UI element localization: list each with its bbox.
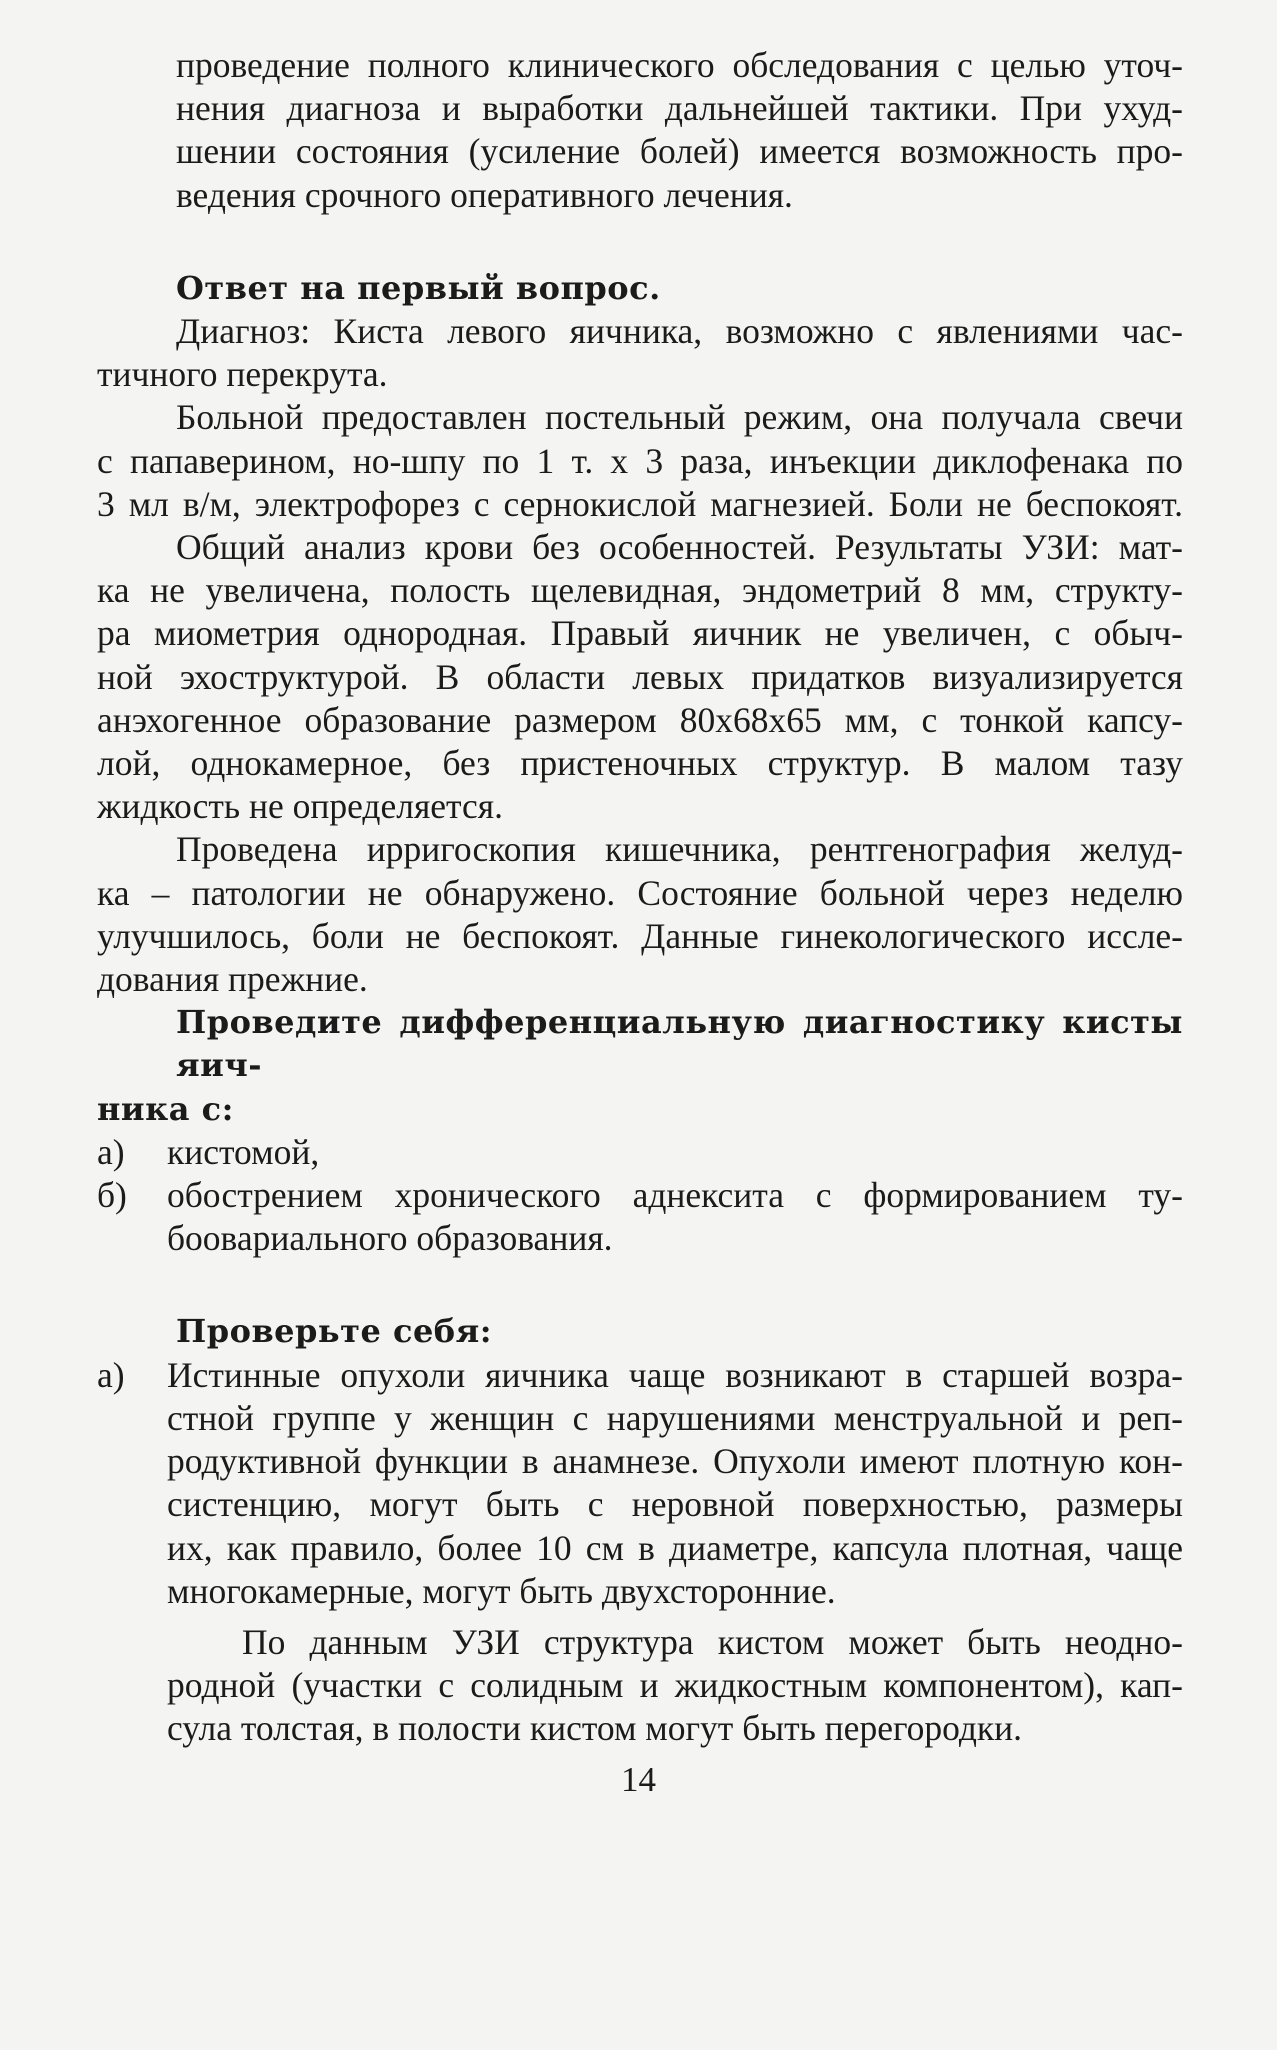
- heading-text: Проведите дифференциальную диагностику кисты яич-: [176, 1003, 1183, 1085]
- text-line: По данным УЗИ структура кистом может быть неодно-: [242, 1621, 1183, 1662]
- heading-text: ника с:: [97, 1089, 234, 1128]
- text-line: лой, однокамерное, без пристеночных структур. В малом тазу: [97, 743, 1183, 784]
- text-line: тичного перекрута.: [97, 354, 388, 395]
- text-line: стной группе у женщин с нарушениями менструальной и реп-: [167, 1397, 1183, 1438]
- list-item: [97, 1174, 1183, 1260]
- text-line: многокамерные, могут быть двухсторонние.: [167, 1570, 836, 1611]
- text-line: проведение полного клинического обследования с целью уточ-: [176, 45, 1183, 85]
- task-heading: [97, 1001, 1183, 1131]
- text-line: родуктивной функции в анамнезе. Опухоли имеют плотную кон-: [167, 1441, 1183, 1482]
- text-line: с папаверином, но-шпу по 1 т. х 3 раза, инъекции диклофенака по: [97, 440, 1183, 481]
- text-line: шении состояния (усиление болей) имеется возможность про-: [176, 131, 1183, 172]
- text-line: боовариального образования.: [167, 1218, 613, 1259]
- list-marker: а): [97, 1354, 125, 1395]
- text-line: Общий анализ крови без особенностей. Результаты УЗИ: мат-: [176, 527, 1183, 568]
- text-line: анэхогенное образование размером 80х68х65 мм, с тонкой капсу-: [97, 699, 1183, 740]
- treatment-paragraph: [97, 396, 1183, 526]
- text-line: Истинные опухоли яичника чаще возникают в старшей возра-: [167, 1354, 1183, 1395]
- list-marker: б): [97, 1175, 127, 1216]
- text-line: 3 мл в/м, электрофорез с сернокислой магнезией. Боли не беспокоят.: [97, 483, 1183, 524]
- followup-paragraph: [97, 828, 1183, 1001]
- page-number: 14: [621, 1760, 656, 1799]
- intro-paragraph: [97, 44, 1183, 217]
- text-line: нения диагноза и выработки дальнейшей тактики. При ухуд-: [176, 88, 1183, 129]
- list-item: [97, 1354, 1183, 1613]
- check-heading: [97, 1310, 1183, 1353]
- text-line: ра миометрия однородная. Правый яичник не увеличен, с обыч-: [97, 613, 1183, 654]
- text-line: систенцию, могут быть с неровной поверхностью, размеры: [167, 1484, 1183, 1525]
- heading-text: Ответ на первый вопрос.: [176, 268, 661, 307]
- text-line: Больной предоставлен постельный режим, она получала свечи: [176, 397, 1183, 438]
- text-line: родной (участки с солидным и жидкостным компонентом), кап-: [167, 1665, 1183, 1706]
- analysis-paragraph: [97, 526, 1183, 828]
- text-line: Диагноз: Киста левого яичника, возможно с явлениями час-: [176, 311, 1183, 352]
- text-line: улучшилось, боли не беспокоят. Данные гинекологического иссле-: [97, 915, 1183, 956]
- answer-heading: [97, 267, 1183, 310]
- text-line: ка – патологии не обнаружено. Состояние больной через неделю: [97, 872, 1183, 913]
- text-line: ка не увеличена, полость щелевидная, эндометрий 8 мм, структу-: [97, 570, 1183, 611]
- list-item: [97, 1131, 1183, 1174]
- page-body: [97, 44, 1183, 1751]
- text-line: ной эхоструктурой. В области левых придатков визуализируется: [97, 656, 1183, 697]
- list-marker: а): [97, 1131, 125, 1172]
- text-line: их, как правило, более 10 см в диаметре, капсула плотная, чаще: [167, 1527, 1183, 1568]
- text-line: ведения срочного оперативного лечения.: [176, 174, 793, 215]
- text-line: жидкость не определяется.: [97, 786, 503, 827]
- text-line: обострением хронического аднексита с формированием ту-: [167, 1175, 1183, 1216]
- diagnosis-paragraph: [97, 310, 1183, 396]
- text-line: дования прежние.: [97, 959, 368, 1000]
- heading-text: Проверьте себя:: [176, 1312, 493, 1351]
- ultrasound-paragraph: [97, 1621, 1183, 1751]
- text-line: сула толстая, в полости кистом могут быть перегородки.: [167, 1708, 1023, 1749]
- text-line: кистомой,: [167, 1131, 320, 1172]
- text-line: Проведена ирригоскопия кишечника, рентгенография желуд-: [176, 829, 1183, 870]
